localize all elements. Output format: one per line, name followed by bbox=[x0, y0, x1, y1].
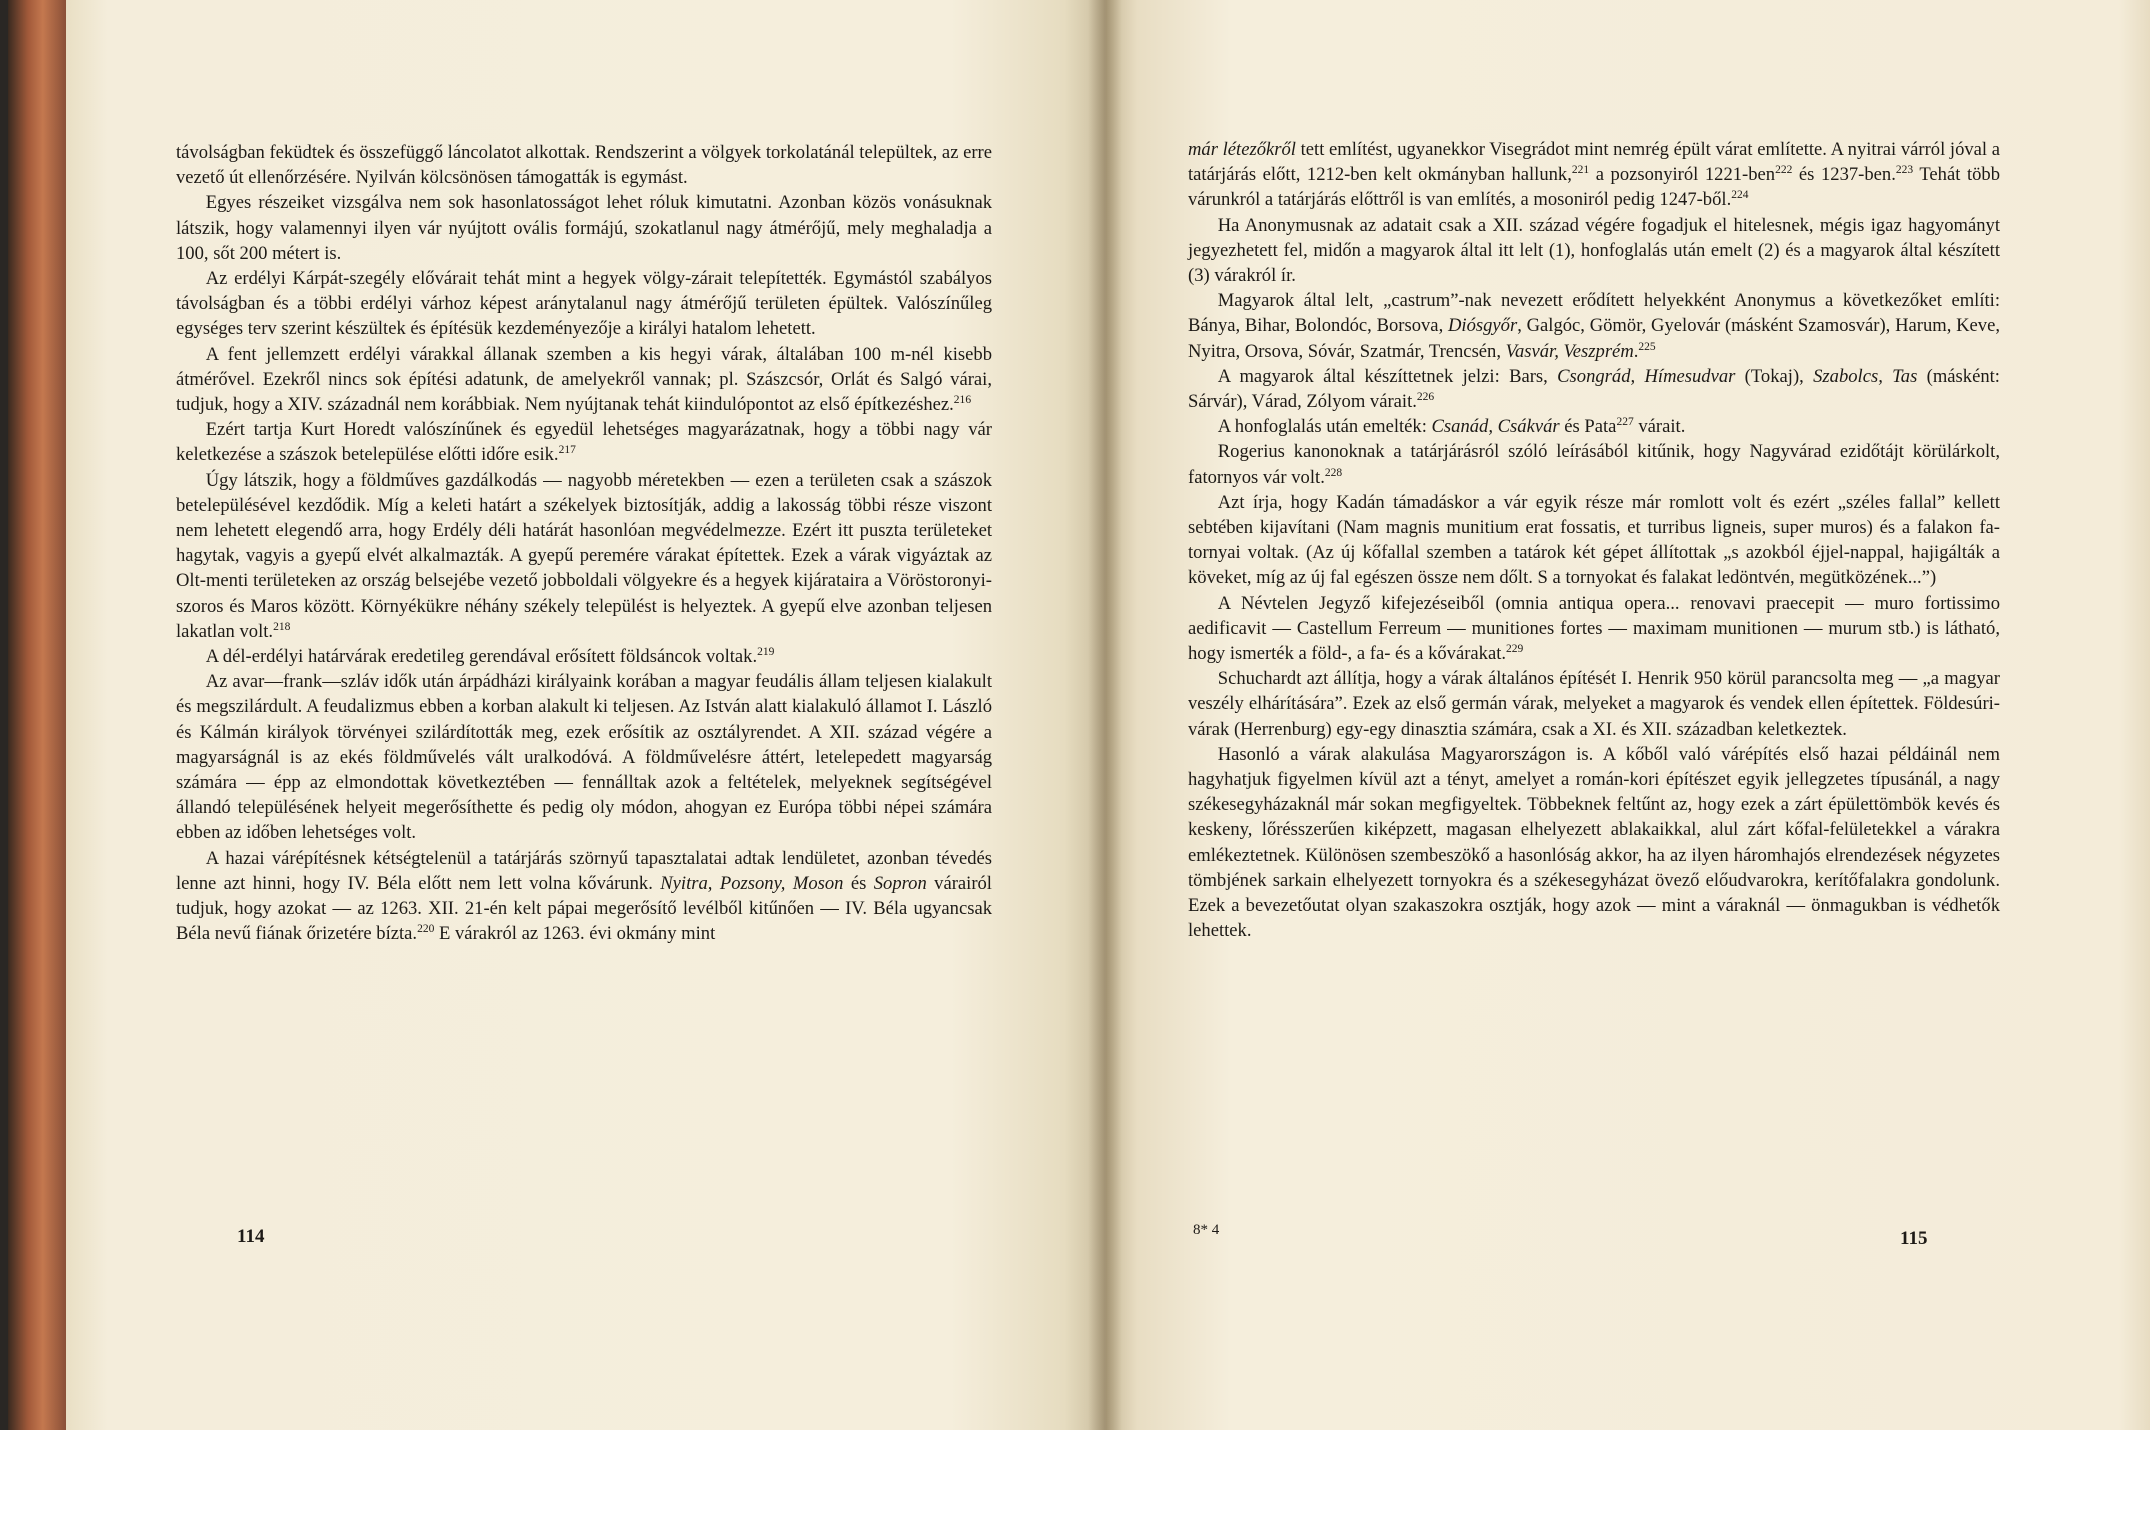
italic-place-name: Csongrád, Hímesudvar bbox=[1557, 365, 1736, 387]
right-paragraph-9: Schuchardt azt állítja, hogy a várak általános építését I. Henrik 950 körül parancsolta meg — „a magyar veszély elhárítására”. Ezek az első germán várak, melyeket a magyarok és vendek ellen építettek. Földesúri-várak (Herrenburg) egy-egy dinasztia számára, csak a XI. és XII. században keletkeztek. bbox=[1188, 668, 2000, 740]
left-paragraph-2: Egyes részeiket vizsgálva nem sok hasonlatosságot lehet róluk kimutatni. Azonban közös vonásuknak látszik, hogy valamennyi ilyen vár nyújtott ovális formájú, szokatlanul nagy átmérőjű, mely meghaladja a 100, sőt 200 métert is. bbox=[176, 192, 992, 264]
italic-place-name: Diósgyőr bbox=[1447, 315, 1518, 337]
footnote-ref: 219 bbox=[757, 645, 775, 658]
left-paragraph-9: A hazai várépítésnek kétségtelenül a tatárjárás szörnyű tapasztalatai adtak lendületet, azonban tévedés lenne azt hinni, hogy IV. Béla előtt nem lett volna kővárunk. Nyitra, Pozsony, Moson és Sopron várairól tudjuk, hogy azokat — az 1263. XII. 21-én kelt pápai megerősítő levélből kitűnően — IV. Béla ugyancsak Béla nevű fiának őrizetére bízta.$^{220}$ E várakról az 1263. évi okmány mint bbox=[176, 847, 992, 945]
right-page-body bbox=[1188, 137, 2000, 944]
left-page-body bbox=[176, 140, 992, 947]
footnote-ref: 227 bbox=[1616, 416, 1634, 429]
italic-place-name: Vasvár, Veszprém bbox=[1505, 340, 1634, 362]
left-paragraph-6: Úgy látszik, hogy a földműves gazdálkodás — nagyobb méretekben — ezen a területen csak a szászok betelepülésével kezdődik. Míg a keleti határt a székelyek biztosítják, addig a lakosság többi része viszont nem lehetett elegendő arra, hogy Erdély déli határát hasonlóan megvédelmezze. Ezért itt puszta területeket hagytak, vagyis a gyepű elvét alkalmazták. A gyepű peremére várakat építettek. Ezek a várak vigyáztak az Olt-menti területeken az ország belsejébe vezető jobboldali völgyekre és a hegyek kijárataira a Vöröstoronyi-szoros és Maros között. Környékükre néhány székely települést is helyeztek. A gyepű elve azonban teljesen lakatlan volt.$^{218}$ bbox=[176, 469, 992, 642]
left-paragraph-1: távolságban feküdtek és összefüggő láncolatot alkottak. Rendszerint a völgyek torkolatánál települtek, az erre vezető út ellenőrzésére. Nyilván kölcsönösen támogatták is egymást. bbox=[176, 142, 992, 189]
footnote-ref: 218 bbox=[273, 620, 291, 633]
footnote-ref: 224 bbox=[1731, 189, 1749, 202]
footnote-ref: 221 bbox=[1571, 164, 1590, 177]
footnote-ref: 228 bbox=[1324, 466, 1343, 479]
italic-place-name: Sopron bbox=[873, 872, 927, 894]
scan-bottom-margin bbox=[0, 1430, 2150, 1516]
book-cover-edge bbox=[8, 0, 66, 1430]
left-paragraph-8: Az avar—frank—szláv idők után árpádházi királyaink korában a magyar feudális állam teljesen kialakult és megszilárdult. A feudalizmus ebben a korban alakult ki teljesen. Az István alatt kialakuló államot I. László és Kálmán királyok törvényei szilárdították meg, ezek erősítik az osztályrendet. A XII. század végére a magyarságnál is az ekés földművelés vált uralkodóvá. A földművelésre áttért, letelepedett magyarság számára — épp az elmondottak következtében — fennálltak azok a feltételek, melyeknek segítségével állandó településének helyeit megerősíthette és pedig oly módon, ahogyan ez Európa többi népei számára ebben az időben lehetséges volt. bbox=[176, 671, 992, 844]
footnote-ref: 226 bbox=[1416, 390, 1435, 403]
left-paragraph-4: A fent jellemzett erdélyi várakkal állanak szemben a kis hegyi várak, általában 100 m-nél kisebb átmérővel. Ezekről nincs sok építési adatunk, de amelyekről vannak; pl. Szászcsór, Orlát és Salgó várai, tudjuk, hogy a XIV. századnál nem korábbiak. Nem nyújtanak tehát kiindulópontot az első építkezéshez.$^{216}$ bbox=[176, 343, 992, 416]
footnote-ref: 217 bbox=[558, 444, 576, 457]
right-paragraph-7: Azt írja, hogy Kadán támadáskor a vár egyik része már romlott volt és ezért „széles fallal” kellett sebtében kijavítani (Nam magnis munitium erat fossatis, et turribus ligneis, super muros) és a falakon fa-tornyai voltak. (Az új kőfallal szemben a tatárok két gépet állítottak „s azokból éjjel-nappal, hajigálták a köveket, míg az új fal egészen össze nem dőlt. S a tornyokat és falakat ledöntvén, megütközének...”) bbox=[1188, 491, 2000, 589]
italic-place-name: Szabolcs, Tas bbox=[1813, 365, 1918, 387]
italic-place-name: már létezőkről bbox=[1188, 139, 1296, 160]
footnote-ref: 225 bbox=[1638, 340, 1656, 353]
italic-place-name: Csanád, Csákvár bbox=[1431, 416, 1560, 438]
right-paragraph-6: Rogerius kanonoknak a tatárjárásról szóló leírásából kitűnik, hogy Nagyvárad ezidőtájt körülárkolt, fatornyos vár volt.$^{228}$ bbox=[1188, 441, 2000, 488]
right-paragraph-10: Hasonló a várak alakulása Magyarországon is. A kőből való várépítés első hazai példáinál nem hagyhatjuk figyelmen kívül azt a tényt, amelyet a román-kori építészet egyik jellegzetes típusánál, a nagy székesegyházaknál már sokan megfigyeltek. Többeknek feltűnt az, hogy ezek a zárt épülettömbök kevés és keskeny, lőrésszerűen kiképzett, magasan elhelyezett ablakaikkal, alul zárt kőfal-felületekkel a várakra emlékeztetnek. Különösen szembeszökő a hasonlóság akkor, ha az ilyen háromhajós elrendezések négyzetes tömbjének sarkain elhelyezett tornyokra és a székesegyházat övező előudvarokra, kerítőfalakra gondolunk. Ezek a bevezetőutat olyan szakaszokra osztják, hogy azok — mint a váraknál — önmagukban is védhetők lehettek. bbox=[1188, 743, 2000, 942]
page-number-right: 115 bbox=[1900, 1228, 1928, 1249]
footnote-ref: 222 bbox=[1775, 164, 1793, 177]
footnote-ref: 229 bbox=[1506, 642, 1524, 655]
book-gutter bbox=[1088, 0, 1122, 1430]
right-paragraph-8: A Névtelen Jegyző kifejezéseiből (omnia antiqua opera... renovavi praecepit — muro fortissimo aedificavit — Castellum Ferreum — munitiones fortes — maximam munitionen — murum stb.) is látható, hogy ismerték a föld-, a fa- és a kővárakat.$^{229}$ bbox=[1188, 592, 2000, 665]
footnote-ref: 220 bbox=[417, 923, 435, 936]
right-paragraph-1: már létezőkről tett említést, ugyanekkor Visegrádot mint nemrég épült várat említette. A nyitrai várról jóval a tatárjárás előtt, 1212-ben kelt okmányban hallunk,$^{221}$ a pozsonyiról 1221-ben$^{222}$ és 1237-ben.$^{223}$ Tehát több várunkról a tatárjárás előttről is van említés, a mosoniról pedig 1247-ből.$^{224}$ bbox=[1188, 139, 2001, 211]
signature-mark: 8* 4 bbox=[1193, 1222, 1220, 1238]
right-paragraph-2: Ha Anonymusnak az adatait csak a XII. század végére fogadjuk el hitelesnek, mégis igaz hagyományt jegyezhetett fel, midőn a magyarok által itt lelt (1), honfoglalás után emelt (2) és a magyarok által készített (3) várakról ír. bbox=[1188, 214, 2000, 287]
left-paragraph-5: Ezért tartja Kurt Horedt valószínűnek és egyedül lehetséges magyarázatnak, hogy a többi nagy vár keletkezése a szászok betelepülése előtti időre esik.$^{217}$ bbox=[176, 419, 992, 466]
right-paragraph-5: A honfoglalás után emelték: Csanád, Csákvár és Pata$^{227}$ várait. bbox=[1217, 416, 1686, 438]
left-paragraph-7: A dél-erdélyi határvárak eredetileg gerendával erősített földsáncok voltak.$^{219}$ bbox=[205, 645, 775, 668]
italic-place-name: Nyitra, Pozsony, Moson bbox=[660, 872, 844, 894]
footnote-ref: 216 bbox=[953, 393, 972, 406]
right-paragraph-3: Magyarok által lelt, „castrum”-nak nevezett erődített helyekként Anonymus a következőket említi: Bánya, Bihar, Bolondóc, Borsova, Diósgyőr, Galgóc, Gömör, Gyelovár (másként Szamosvár), Harum, Keve, Nyitra, Orsova, Sóvár, Szatmár, Trencsén, Vasvár, Veszprém.$^{225}$ bbox=[1188, 290, 2000, 362]
page-number-left: 114 bbox=[237, 1226, 265, 1247]
left-paragraph-3: Az erdélyi Kárpát-szegély elővárait tehát mint a hegyek völgy-zárait telepítették. Egymástól szabályos távolságban és a többi erdélyi várhoz képest aránytalanul nagy átmérőjű területen épültek. Valószínűleg egységes terv szerint készültek és építésük kezdeményezője a királyi hatalom lehetett. bbox=[176, 268, 992, 340]
right-paragraph-4: A magyarok által készíttetnek jelzi: Bars, Csongrád, Hímesudvar (Tokaj), Szabolcs, Tas (másként: Sárvár), Várad, Zólyom várait.$^{226}$ bbox=[1188, 365, 2000, 413]
footnote-ref: 223 bbox=[1895, 164, 1914, 177]
